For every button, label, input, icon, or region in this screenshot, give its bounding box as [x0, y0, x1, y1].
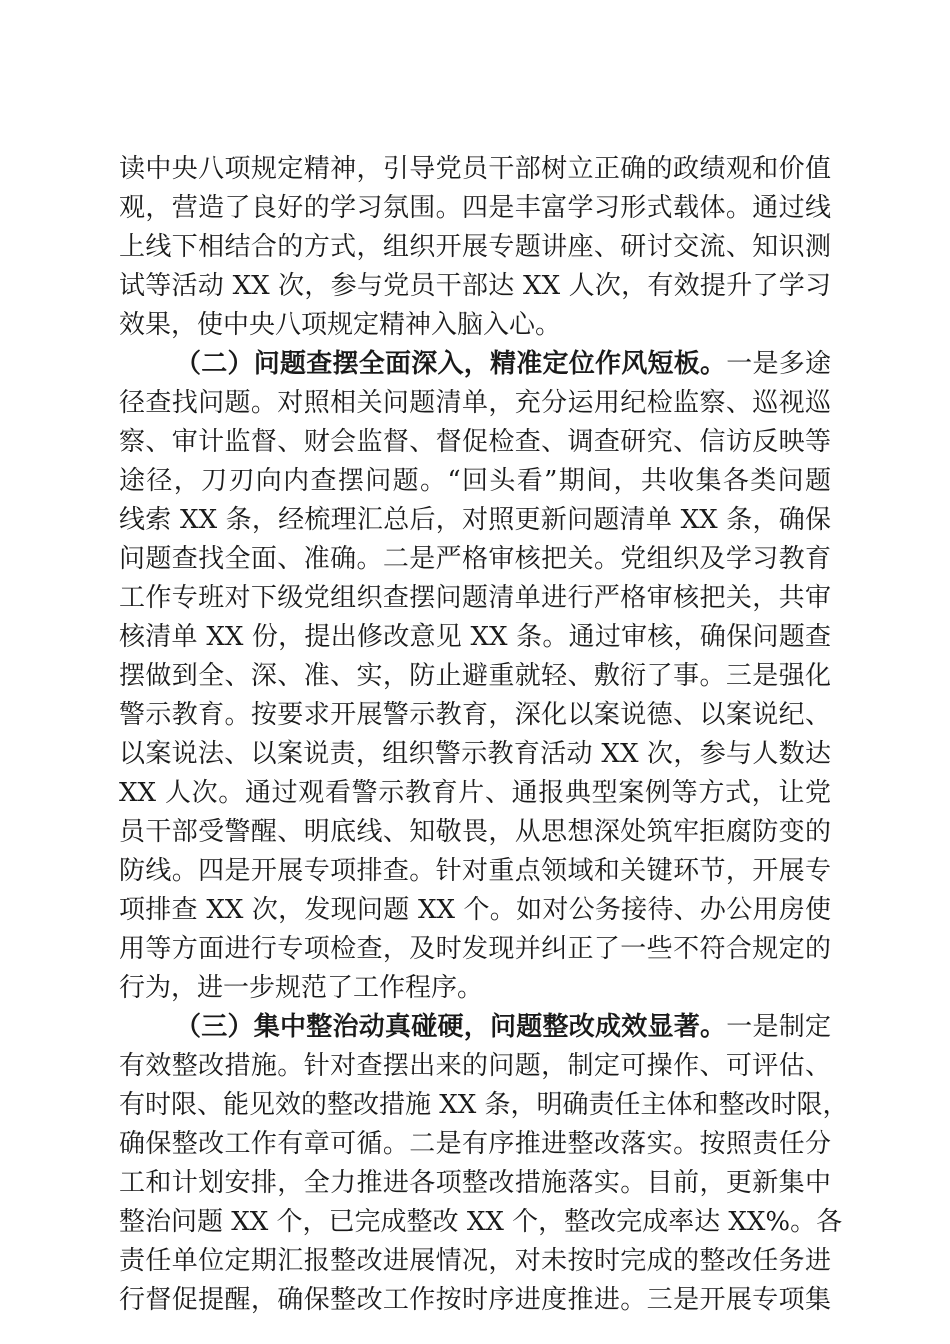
paragraph-line: 察、审计监督、财会监督、督促检查、调查研究、信访反映等 — [119, 427, 831, 457]
paragraph-line: 读中央八项规定精神，引导党员干部树立正确的政绩观和价值 — [119, 154, 831, 184]
section-heading-line — [119, 345, 831, 384]
paragraph-line: 效果，使中央八项规定精神入脑入心。 — [119, 310, 562, 340]
section-heading: （二）问题查摆全面深入，精准定位作风短板。 — [175, 349, 727, 379]
paragraph-line: 线索 XX 条，经梳理汇总后，对照更新问题清单 XX 条，确保 — [119, 505, 831, 535]
paragraph-line: XX 人次。通过观看警示教育片、通报典型案例等方式，让党 — [119, 778, 831, 808]
paragraph-line: 核清单 XX 份，提出修改意见 XX 条。通过审核，确保问题查 — [119, 622, 831, 652]
paragraph-line: 行督促提醒，确保整改工作按时序进度推进。三是开展专项集 — [119, 1285, 831, 1315]
paragraph-line: 观，营造了良好的学习氛围。四是丰富学习形式载体。通过线 — [119, 193, 831, 223]
section-heading: （三）集中整治动真碰硬，问题整改成效显著。 — [175, 1012, 727, 1042]
paragraph-line: 工和计划安排，全力推进各项整改措施落实。目前，更新集中 — [119, 1168, 831, 1198]
section-heading-line — [119, 1008, 831, 1047]
paragraph-line: 工作专班对下级党组织查摆问题清单进行严格审核把关，共审 — [119, 583, 831, 613]
paragraph-line: 整治问题 XX 个，已完成整改 XX 个，整改完成率达 XX%。各 — [119, 1207, 843, 1237]
paragraph-line: 问题查找全面、准确。二是严格审核把关。党组织及学习教育 — [119, 544, 831, 574]
paragraph-line: 有效整改措施。针对查摆出来的问题，制定可操作、可评估、 — [119, 1051, 831, 1081]
paragraph-line: 防线。四是开展专项排查。针对重点领域和关键环节，开展专 — [119, 856, 831, 886]
paragraph-line: 员干部受警醒、明底线、知敬畏，从思想深处筑牢拒腐防变的 — [119, 817, 831, 847]
paragraph-line: 以案说法、以案说责，组织警示教育活动 XX 次，参与人数达 — [119, 739, 831, 769]
paragraph-line: 确保整改工作有章可循。二是有序推进整改落实。按照责任分 — [119, 1129, 831, 1159]
paragraph-line: 项排查 XX 次，发现问题 XX 个。如对公务接待、办公用房使 — [119, 895, 831, 925]
paragraph-text: 一是多途 — [726, 349, 831, 379]
paragraph-line: 有时限、能见效的整改措施 XX 条，明确责任主体和整改时限， — [119, 1090, 849, 1120]
paragraph-line: 试等活动 XX 次，参与党员干部达 XX 人次，有效提升了学习 — [119, 271, 831, 301]
paragraph-line: 途径，刀刃向内查摆问题。“回头看”期间，共收集各类问题 — [119, 466, 831, 496]
paragraph-line: 摆做到全、深、准、实，防止避重就轻、敷衍了事。三是强化 — [119, 661, 831, 691]
paragraph-line: 责任单位定期汇报整改进展情况，对未按时完成的整改任务进 — [119, 1246, 831, 1276]
paragraph-line: 上线下相结合的方式，组织开展专题讲座、研讨交流、知识测 — [119, 232, 831, 262]
paragraph-line: 行为，进一步规范了工作程序。 — [119, 973, 484, 1003]
paragraph-line: 警示教育。按要求开展警示教育，深化以案说德、以案说纪、 — [119, 700, 831, 730]
paragraph-text: 一是制定 — [726, 1012, 831, 1042]
paragraph-line: 用等方面进行专项检查，及时发现并纠正了一些不符合规定的 — [119, 934, 831, 964]
paragraph-line: 径查找问题。对照相关问题清单，充分运用纪检监察、巡视巡 — [119, 388, 831, 418]
document-body — [119, 150, 849, 1320]
